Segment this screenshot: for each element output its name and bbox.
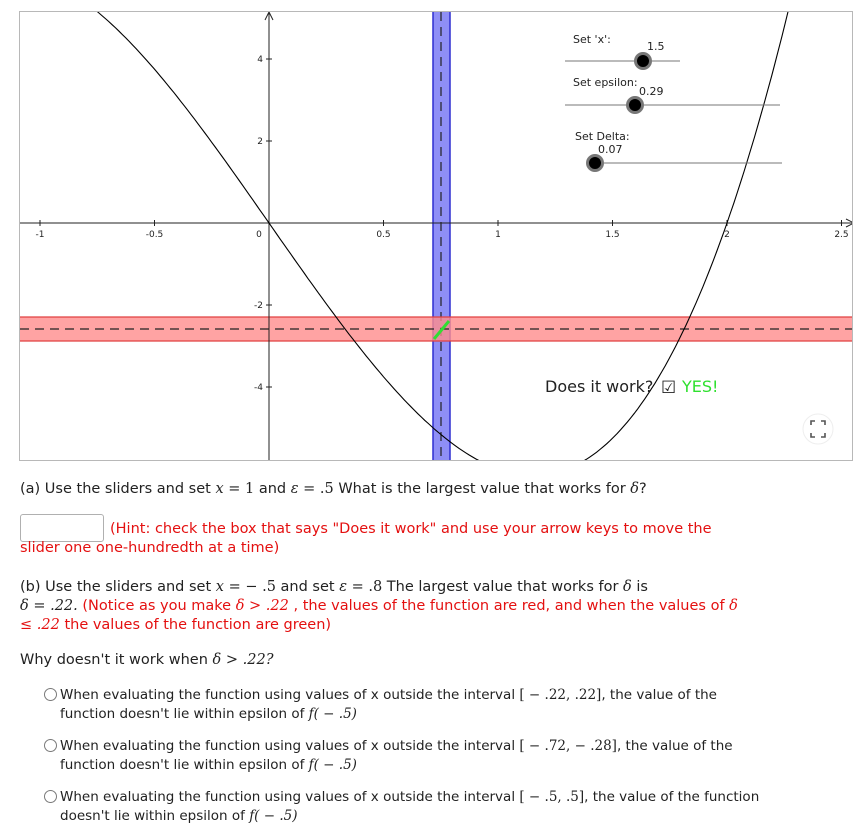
x-tick-label: 0.5 xyxy=(376,230,391,240)
y-tick-label: 4 xyxy=(257,55,263,65)
slider-epsilon-handle[interactable] xyxy=(628,98,643,113)
part-a-x: x xyxy=(215,481,224,497)
x-tick-label: 1.5 xyxy=(605,230,620,240)
x-tick-label: -0.5 xyxy=(145,230,164,240)
part-a-x-value: = 1 xyxy=(228,481,255,497)
part-b-notice-2: , the values of the function are red, and when the values of xyxy=(293,598,725,614)
option-2-text: When evaluating the function using values of x outside the interval xyxy=(60,738,516,754)
option-3-fx: f( − .5) xyxy=(249,808,298,824)
option-3-radio[interactable] xyxy=(44,790,57,803)
does-it-work-result: YES! xyxy=(682,377,719,396)
option-2-radio[interactable] xyxy=(44,739,57,752)
part-a-lead: (a) Use the sliders and set xyxy=(20,481,211,497)
fullscreen-icon[interactable] xyxy=(803,414,833,444)
option-1-fx: f( − .5) xyxy=(308,706,357,722)
part-a-and: and xyxy=(258,481,287,497)
option-2-interval: [ − .72, − .28] xyxy=(519,738,617,754)
y-tick-label: -2 xyxy=(254,301,263,311)
x-tick-label: 2 xyxy=(724,230,730,240)
option-3-interval: [ − .5, .5] xyxy=(519,789,585,805)
option-1-text: When evaluating the function using values of x outside the interval xyxy=(60,687,516,703)
part-a-eps-value: = .5 xyxy=(303,481,334,497)
part-b-and: and set xyxy=(280,579,335,595)
part-a-hint: (Hint: check the box that says "Does it work" and use your arrow keys to move the slider one one-hundredth at a time) xyxy=(20,521,712,556)
part-a-question xyxy=(20,480,647,499)
part-b-eps: ε xyxy=(339,579,347,595)
option-2-fx: f( − .5) xyxy=(308,757,357,773)
does-it-work-label: Does it work? xyxy=(545,377,654,396)
x-tick-label: -1 xyxy=(35,230,45,240)
part-b-notice-1: (Notice as you make xyxy=(82,598,232,614)
slider-epsilon-label: Set epsilon: xyxy=(573,76,638,89)
slider-delta-label: Set Delta: xyxy=(575,130,630,143)
why-math: δ > .22? xyxy=(212,652,274,668)
part-b-delta-value: δ = .22. xyxy=(20,598,78,614)
slider-x-handle[interactable] xyxy=(636,54,651,69)
part-b-le22: δ ≤ .22 xyxy=(20,598,738,633)
option-2-tail: , the value of the function doesn't lie within epsilon of xyxy=(60,738,733,773)
part-a-question-text: What is the largest value that works for xyxy=(338,481,626,497)
option-3-tail: , the value of the function doesn't lie within epsilon of xyxy=(60,789,760,824)
y-tick-label: 2 xyxy=(257,137,263,147)
x-tick-label: 1 xyxy=(495,230,501,240)
part-b-statement: The largest value that works for xyxy=(386,579,619,595)
y-tick-label: -4 xyxy=(254,383,263,393)
part-b-is: is xyxy=(636,579,648,595)
does-it-work-checkbox[interactable]: ☑ xyxy=(661,378,677,398)
part-b-lead: (b) Use the sliders and set xyxy=(20,579,212,595)
slider-x-value: 1.5 xyxy=(647,40,665,53)
slider-delta-value: 0.07 xyxy=(598,143,623,156)
function-curve xyxy=(20,12,796,461)
option-1[interactable] xyxy=(44,686,764,724)
why-text: Why doesn't it work when xyxy=(20,652,208,668)
part-a-qmark: ? xyxy=(639,481,647,497)
x-tick-label: 0 xyxy=(256,230,262,240)
option-2[interactable] xyxy=(44,737,764,775)
part-b-question xyxy=(20,578,750,635)
part-a-eps: ε xyxy=(290,481,299,497)
part-b-notice-3: the values of the function are green) xyxy=(64,617,332,633)
why-question xyxy=(20,651,273,670)
part-b-gt22: δ > .22 xyxy=(235,598,289,614)
slider-x-label: Set 'x': xyxy=(573,33,611,46)
x-tick-label: 2.5 xyxy=(834,230,849,240)
option-3-text: When evaluating the function using values of x outside the interval xyxy=(60,789,516,805)
option-1-tail: , the value of the function doesn't lie within epsilon of xyxy=(60,687,717,722)
option-1-interval: [ − .22, .22] xyxy=(519,687,602,703)
part-b-x-value: = − .5 xyxy=(228,579,276,595)
part-b-delta: δ xyxy=(623,579,632,595)
option-1-radio[interactable] xyxy=(44,688,57,701)
part-a-delta: δ xyxy=(630,481,640,497)
graph-svg xyxy=(20,12,853,461)
slider-epsilon-value: 0.29 xyxy=(639,85,664,98)
option-3[interactable] xyxy=(44,788,764,826)
graph-canvas[interactable] xyxy=(19,11,853,461)
slider-delta-handle[interactable] xyxy=(588,156,603,171)
part-b-x: x xyxy=(215,579,224,595)
part-b-eps-value: = .8 xyxy=(351,579,383,595)
